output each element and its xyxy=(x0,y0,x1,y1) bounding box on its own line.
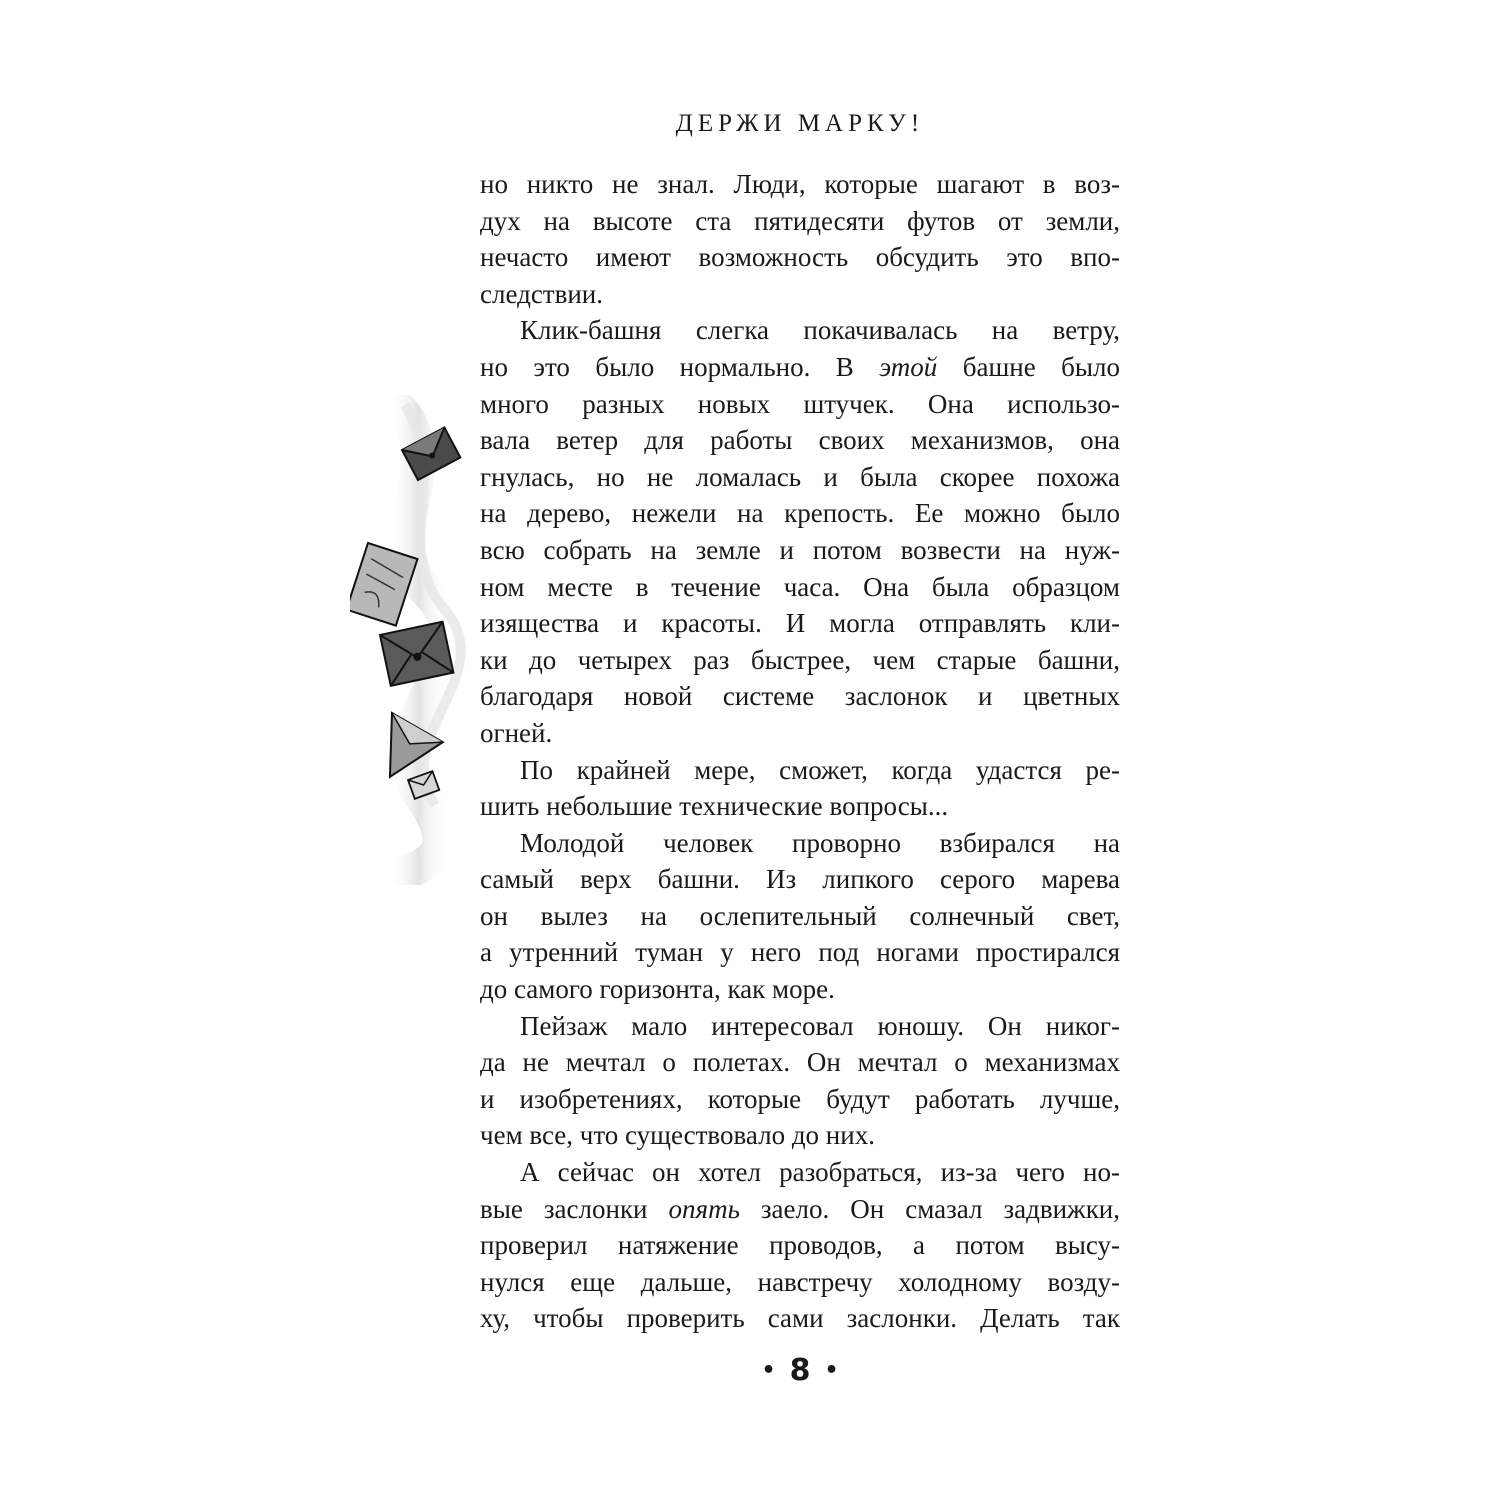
text-line: а утренний туман у него под ногами простирался xyxy=(480,937,1120,968)
text-line: на дерево, нежели на крепость. Ее можно было xyxy=(480,498,1120,529)
text-line: благодаря новой системе заслонок и цветных xyxy=(480,681,1120,712)
flying-envelopes-illustration xyxy=(350,395,470,885)
text-line: он вылез на ослепительный солнечный свет, xyxy=(480,900,1120,931)
text-line: проверил натяжение проводов, а потом высу- xyxy=(480,1230,1120,1261)
envelope-icon xyxy=(350,543,417,626)
text-line: вые заслонки опять заело. Он смазал задвижки, xyxy=(480,1193,1121,1224)
body-text xyxy=(480,166,1120,1337)
text-line: чем все, что существовало до них. xyxy=(480,1120,875,1151)
text-line: изящества и красоты. И могла отправлять кли- xyxy=(480,608,1120,639)
text-line: вала ветер для работы своих механизмов, она xyxy=(480,425,1120,456)
text-line: нулся еще дальше, навстречу холодному возду- xyxy=(480,1266,1120,1297)
page-number-value: 8 xyxy=(789,1353,811,1388)
text-line: до самого горизонта, как море. xyxy=(480,974,835,1005)
text-line: самый верх башни. Из липкого серого марева xyxy=(480,864,1120,895)
italic-emphasis: опять xyxy=(668,1193,740,1224)
text-line: но никто не знал. Люди, которые шагают в воз- xyxy=(480,169,1120,199)
text-line: нечасто имеют возможность обсудить это впо- xyxy=(480,242,1120,273)
text-line: А сейчас он хотел разобраться, из-за чего но- xyxy=(520,1157,1120,1188)
text-line: шить небольшие технические вопросы... xyxy=(480,791,949,822)
text-line: ном месте в течение часа. Она была образцом xyxy=(480,571,1120,602)
text-line: ху, чтобы проверить сами заслонки. Делать так xyxy=(480,1303,1120,1334)
text-line: да не мечтал о полетах. Он мечтал о механизмах xyxy=(480,1047,1120,1078)
bullet-icon: • xyxy=(824,1358,839,1383)
text-line: следствии. xyxy=(480,278,604,309)
italic-emphasis: этой xyxy=(879,351,938,382)
text-line: и изобретениях, которые будут работать лучше, xyxy=(480,1083,1120,1114)
text-line: Молодой человек проворно взбирался на xyxy=(520,827,1120,858)
text-line: но это было нормально. В этой башне было xyxy=(480,351,1120,382)
text-line: По крайней мере, сможет, когда удастся ре- xyxy=(520,754,1120,785)
text-line: ки до четырех раз быстрее, чем старые башни, xyxy=(480,644,1120,675)
running-head: ДЕРЖИ МАРКУ! xyxy=(675,110,925,137)
text-line: дух на высоте ста пятидесяти футов от земли, xyxy=(480,205,1120,236)
text-line: Пейзаж мало интересовал юношу. Он никог- xyxy=(520,1010,1120,1041)
text-line: всю собрать на земле и потом возвести на нуж- xyxy=(480,534,1120,565)
text-line: огней. xyxy=(480,717,553,748)
page-number xyxy=(480,1353,1120,1388)
text-line: гнулась, но не ломалась и была скорее похожа xyxy=(480,461,1120,492)
bullet-icon: • xyxy=(761,1358,776,1383)
text-line: Клик-башня слегка покачивалась на ветру, xyxy=(520,315,1120,346)
text-line: много разных новых штучек. Она использо- xyxy=(480,388,1120,419)
